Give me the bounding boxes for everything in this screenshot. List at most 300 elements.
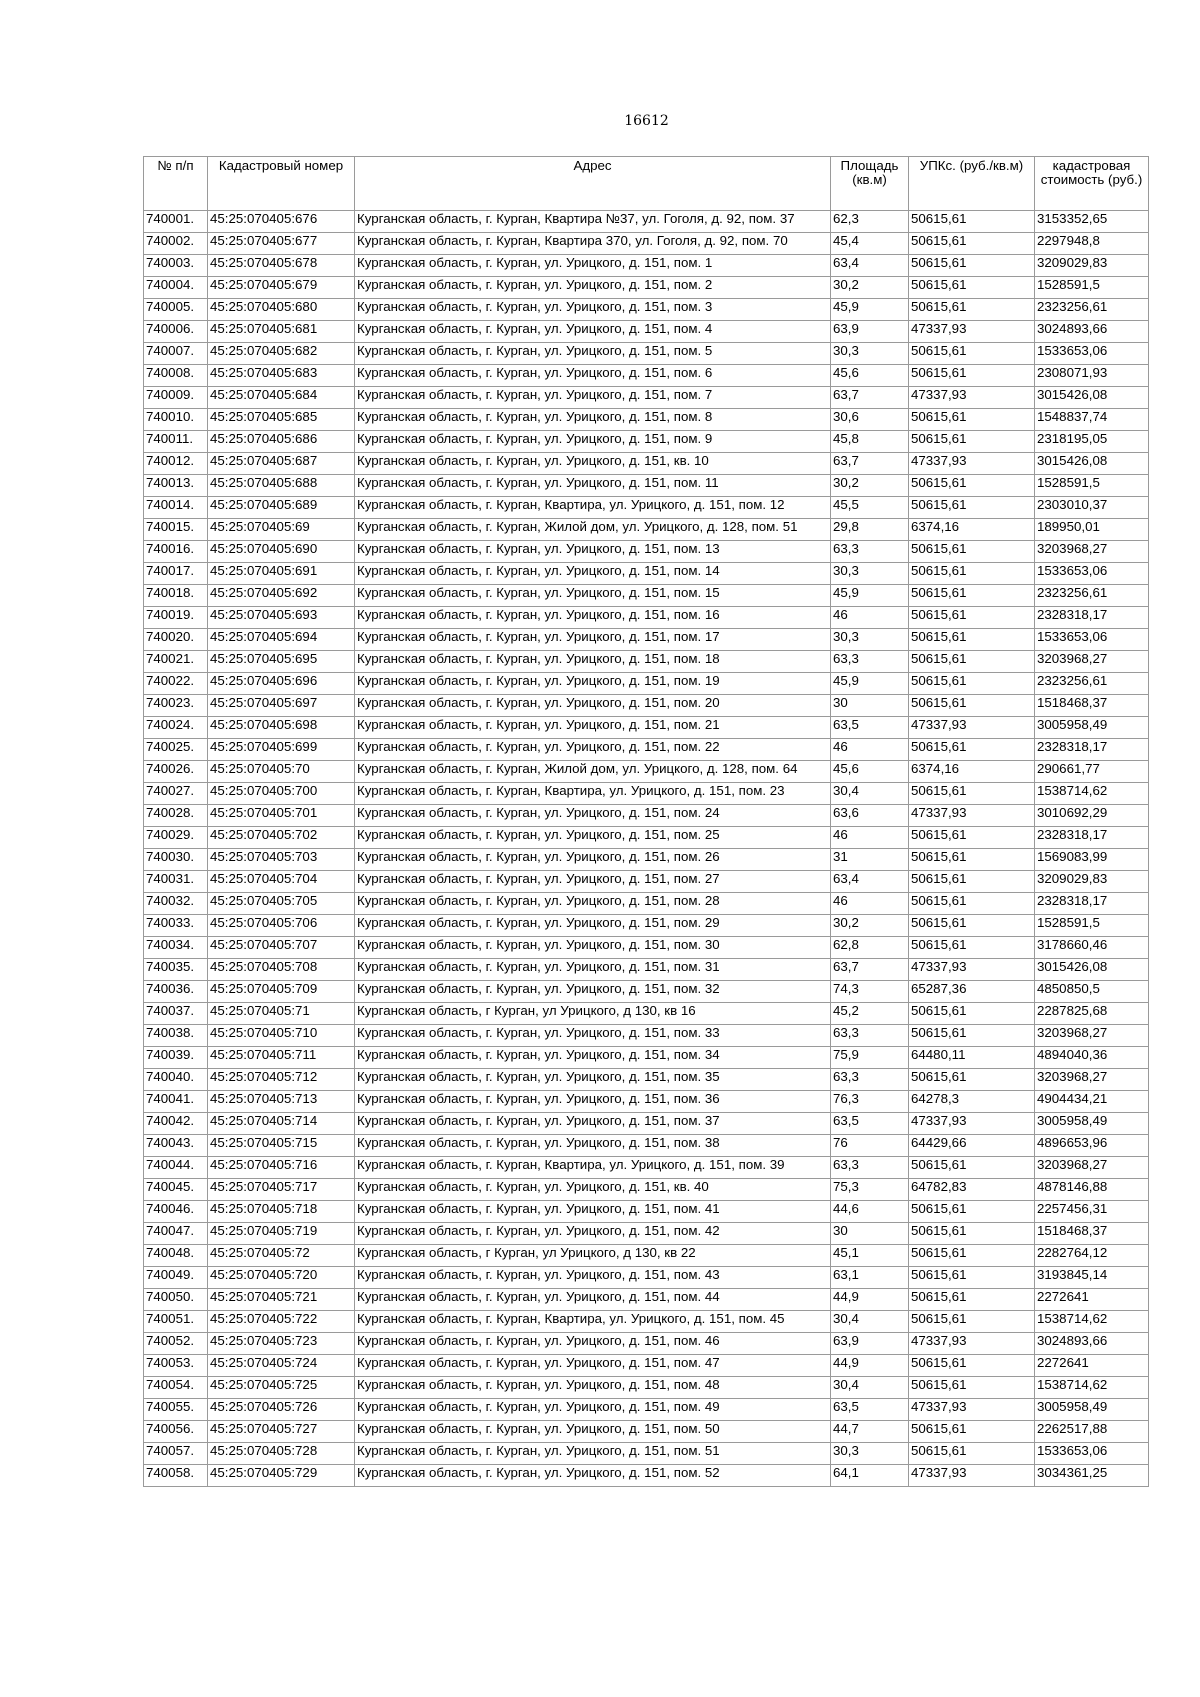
cadastral-number-cell: 45:25:070405:70 bbox=[208, 761, 355, 783]
cadastral-number-cell: 45:25:070405:678 bbox=[208, 255, 355, 277]
table-row bbox=[144, 343, 1149, 365]
address-cell: Курганская область, г. Курган, ул. Урицкого, д. 151, пом. 17 bbox=[355, 629, 831, 651]
cadastral-cost-cell: 3203968,27 bbox=[1035, 1069, 1149, 1091]
cadastral-number-cell: 45:25:070405:705 bbox=[208, 893, 355, 915]
row-number-cell: 740031. bbox=[144, 871, 208, 893]
cadastral-cost-cell: 2262517,88 bbox=[1035, 1421, 1149, 1443]
area-cell: 75,3 bbox=[831, 1179, 909, 1201]
table-row bbox=[144, 607, 1149, 629]
row-number-cell: 740044. bbox=[144, 1157, 208, 1179]
area-cell: 30,3 bbox=[831, 1443, 909, 1465]
cadastral-number-cell: 45:25:070405:714 bbox=[208, 1113, 355, 1135]
table-row bbox=[144, 629, 1149, 651]
row-number-cell: 740026. bbox=[144, 761, 208, 783]
cadastral-number-cell: 45:25:070405:693 bbox=[208, 607, 355, 629]
upks-cell: 47337,93 bbox=[909, 321, 1035, 343]
address-cell: Курганская область, г. Курган, ул. Урицкого, д. 151, пом. 15 bbox=[355, 585, 831, 607]
table-row bbox=[144, 431, 1149, 453]
area-cell: 63,3 bbox=[831, 651, 909, 673]
table-row bbox=[144, 519, 1149, 541]
page-number: 16612 bbox=[624, 113, 669, 129]
area-cell: 63,5 bbox=[831, 1113, 909, 1135]
row-number-cell: 740008. bbox=[144, 365, 208, 387]
cadastral-cost-cell: 2323256,61 bbox=[1035, 585, 1149, 607]
area-cell: 30,4 bbox=[831, 783, 909, 805]
row-number-cell: 740034. bbox=[144, 937, 208, 959]
cadastral-cost-cell: 1518468,37 bbox=[1035, 1223, 1149, 1245]
upks-cell: 50615,61 bbox=[909, 849, 1035, 871]
cadastral-number-cell: 45:25:070405:69 bbox=[208, 519, 355, 541]
cadastral-number-cell: 45:25:070405:690 bbox=[208, 541, 355, 563]
table-row bbox=[144, 805, 1149, 827]
table-row bbox=[144, 563, 1149, 585]
upks-cell: 50615,61 bbox=[909, 211, 1035, 233]
table-row bbox=[144, 761, 1149, 783]
table-row bbox=[144, 1245, 1149, 1267]
area-cell: 46 bbox=[831, 607, 909, 629]
area-cell: 30,4 bbox=[831, 1311, 909, 1333]
cadastral-cost-cell: 3024893,66 bbox=[1035, 1333, 1149, 1355]
upks-cell: 50615,61 bbox=[909, 871, 1035, 893]
address-cell: Курганская область, г. Курган, ул. Урицкого, д. 151, пом. 37 bbox=[355, 1113, 831, 1135]
cadastral-number-cell: 45:25:070405:716 bbox=[208, 1157, 355, 1179]
cadastral-cost-cell: 1528591,5 bbox=[1035, 475, 1149, 497]
table-row bbox=[144, 1399, 1149, 1421]
table-row bbox=[144, 321, 1149, 343]
table-row bbox=[144, 1135, 1149, 1157]
upks-cell: 50615,61 bbox=[909, 1025, 1035, 1047]
area-cell: 63,1 bbox=[831, 1267, 909, 1289]
cadastral-cost-cell: 3015426,08 bbox=[1035, 453, 1149, 475]
cadastral-number-cell: 45:25:070405:723 bbox=[208, 1333, 355, 1355]
row-number-cell: 740056. bbox=[144, 1421, 208, 1443]
row-number-cell: 740022. bbox=[144, 673, 208, 695]
cadastral-cost-cell: 3153352,65 bbox=[1035, 211, 1149, 233]
cadastral-number-cell: 45:25:070405:701 bbox=[208, 805, 355, 827]
area-cell: 62,3 bbox=[831, 211, 909, 233]
upks-cell: 50615,61 bbox=[909, 1245, 1035, 1267]
cadastral-cost-cell: 1533653,06 bbox=[1035, 563, 1149, 585]
address-cell: Курганская область, г. Курган, ул. Урицкого, д. 151, пом. 13 bbox=[355, 541, 831, 563]
header-area: Площадь (кв.м) bbox=[831, 157, 909, 211]
address-cell: Курганская область, г. Курган, ул. Урицкого, д. 151, пом. 8 bbox=[355, 409, 831, 431]
row-number-cell: 740024. bbox=[144, 717, 208, 739]
cadastral-number-cell: 45:25:070405:702 bbox=[208, 827, 355, 849]
table-row bbox=[144, 827, 1149, 849]
upks-cell: 50615,61 bbox=[909, 1069, 1035, 1091]
address-cell: Курганская область, г. Курган, ул. Урицкого, д. 151, пом. 7 bbox=[355, 387, 831, 409]
table-row bbox=[144, 1289, 1149, 1311]
area-cell: 63,9 bbox=[831, 321, 909, 343]
cadastral-number-cell: 45:25:070405:696 bbox=[208, 673, 355, 695]
table-row bbox=[144, 651, 1149, 673]
address-cell: Курганская область, г. Курган, ул. Урицкого, д. 151, пом. 9 bbox=[355, 431, 831, 453]
cadastral-number-cell: 45:25:070405:728 bbox=[208, 1443, 355, 1465]
table-row bbox=[144, 717, 1149, 739]
table-header-row bbox=[144, 157, 1149, 211]
address-cell: Курганская область, г. Курган, ул. Урицкого, д. 151, пом. 25 bbox=[355, 827, 831, 849]
address-cell: Курганская область, г. Курган, Квартира, ул. Урицкого, д. 151, пом. 23 bbox=[355, 783, 831, 805]
row-number-cell: 740035. bbox=[144, 959, 208, 981]
cadastral-cost-cell: 2323256,61 bbox=[1035, 673, 1149, 695]
address-cell: Курганская область, г. Курган, ул. Урицкого, д. 151, пом. 47 bbox=[355, 1355, 831, 1377]
row-number-cell: 740018. bbox=[144, 585, 208, 607]
cadastral-cost-cell: 4904434,21 bbox=[1035, 1091, 1149, 1113]
cadastral-cost-cell: 290661,77 bbox=[1035, 761, 1149, 783]
row-number-cell: 740001. bbox=[144, 211, 208, 233]
upks-cell: 47337,93 bbox=[909, 1465, 1035, 1487]
upks-cell: 50615,61 bbox=[909, 409, 1035, 431]
upks-cell: 50615,61 bbox=[909, 299, 1035, 321]
area-cell: 30 bbox=[831, 695, 909, 717]
cadastral-number-cell: 45:25:070405:727 bbox=[208, 1421, 355, 1443]
area-cell: 63,9 bbox=[831, 1333, 909, 1355]
cadastral-number-cell: 45:25:070405:724 bbox=[208, 1355, 355, 1377]
row-number-cell: 740015. bbox=[144, 519, 208, 541]
address-cell: Курганская область, г. Курган, Квартира, ул. Урицкого, д. 151, пом. 39 bbox=[355, 1157, 831, 1179]
cadastral-cost-cell: 2328318,17 bbox=[1035, 607, 1149, 629]
address-cell: Курганская область, г. Курган, ул. Урицкого, д. 151, пом. 41 bbox=[355, 1201, 831, 1223]
table-row bbox=[144, 541, 1149, 563]
row-number-cell: 740023. bbox=[144, 695, 208, 717]
cadastral-number-cell: 45:25:070405:706 bbox=[208, 915, 355, 937]
table-row bbox=[144, 871, 1149, 893]
upks-cell: 6374,16 bbox=[909, 761, 1035, 783]
upks-cell: 50615,61 bbox=[909, 563, 1035, 585]
table-row bbox=[144, 1047, 1149, 1069]
upks-cell: 50615,61 bbox=[909, 343, 1035, 365]
area-cell: 30,4 bbox=[831, 1377, 909, 1399]
cadastral-number-cell: 45:25:070405:686 bbox=[208, 431, 355, 453]
row-number-cell: 740048. bbox=[144, 1245, 208, 1267]
cadastral-cost-cell: 3015426,08 bbox=[1035, 387, 1149, 409]
upks-cell: 50615,61 bbox=[909, 233, 1035, 255]
area-cell: 46 bbox=[831, 827, 909, 849]
upks-cell: 64782,83 bbox=[909, 1179, 1035, 1201]
table-row bbox=[144, 783, 1149, 805]
upks-cell: 50615,61 bbox=[909, 827, 1035, 849]
row-number-cell: 740004. bbox=[144, 277, 208, 299]
row-number-cell: 740040. bbox=[144, 1069, 208, 1091]
address-cell: Курганская область, г. Курган, ул. Урицкого, д. 151, пом. 30 bbox=[355, 937, 831, 959]
upks-cell: 50615,61 bbox=[909, 1289, 1035, 1311]
cadastral-cost-cell: 4878146,88 bbox=[1035, 1179, 1149, 1201]
table-row bbox=[144, 1091, 1149, 1113]
header-cadastral-number: Кадастровый номер bbox=[208, 157, 355, 211]
row-number-cell: 740049. bbox=[144, 1267, 208, 1289]
area-cell: 45,9 bbox=[831, 585, 909, 607]
cadastral-cost-cell: 3010692,29 bbox=[1035, 805, 1149, 827]
row-number-cell: 740033. bbox=[144, 915, 208, 937]
address-cell: Курганская область, г. Курган, ул. Урицкого, д. 151, пом. 28 bbox=[355, 893, 831, 915]
upks-cell: 50615,61 bbox=[909, 497, 1035, 519]
upks-cell: 65287,36 bbox=[909, 981, 1035, 1003]
area-cell: 31 bbox=[831, 849, 909, 871]
row-number-cell: 740046. bbox=[144, 1201, 208, 1223]
cadastral-number-cell: 45:25:070405:711 bbox=[208, 1047, 355, 1069]
upks-cell: 47337,93 bbox=[909, 387, 1035, 409]
table-row bbox=[144, 1267, 1149, 1289]
address-cell: Курганская область, г. Курган, ул. Урицкого, д. 151, пом. 1 bbox=[355, 255, 831, 277]
address-cell: Курганская область, г. Курган, ул. Урицкого, д. 151, пом. 24 bbox=[355, 805, 831, 827]
upks-cell: 50615,61 bbox=[909, 607, 1035, 629]
cadastral-number-cell: 45:25:070405:697 bbox=[208, 695, 355, 717]
cadastral-cost-cell: 3178660,46 bbox=[1035, 937, 1149, 959]
row-number-cell: 740002. bbox=[144, 233, 208, 255]
upks-cell: 50615,61 bbox=[909, 915, 1035, 937]
table-row bbox=[144, 1355, 1149, 1377]
area-cell: 63,4 bbox=[831, 255, 909, 277]
cadastral-value-table bbox=[143, 156, 1149, 1487]
cadastral-cost-cell: 1533653,06 bbox=[1035, 629, 1149, 651]
row-number-cell: 740016. bbox=[144, 541, 208, 563]
upks-cell: 64429,66 bbox=[909, 1135, 1035, 1157]
upks-cell: 47337,93 bbox=[909, 1113, 1035, 1135]
row-number-cell: 740039. bbox=[144, 1047, 208, 1069]
address-cell: Курганская область, г. Курган, ул. Урицкого, д. 151, пом. 4 bbox=[355, 321, 831, 343]
area-cell: 64,1 bbox=[831, 1465, 909, 1487]
header-row-number: № п/п bbox=[144, 157, 208, 211]
address-cell: Курганская область, г. Курган, Квартира, ул. Урицкого, д. 151, пом. 45 bbox=[355, 1311, 831, 1333]
row-number-cell: 740012. bbox=[144, 453, 208, 475]
area-cell: 45,4 bbox=[831, 233, 909, 255]
address-cell: Курганская область, г. Курган, ул. Урицкого, д. 151, пом. 35 bbox=[355, 1069, 831, 1091]
upks-cell: 50615,61 bbox=[909, 937, 1035, 959]
cadastral-cost-cell: 3203968,27 bbox=[1035, 1157, 1149, 1179]
row-number-cell: 740010. bbox=[144, 409, 208, 431]
table-row bbox=[144, 1179, 1149, 1201]
cadastral-cost-cell: 4894040,36 bbox=[1035, 1047, 1149, 1069]
cadastral-number-cell: 45:25:070405:687 bbox=[208, 453, 355, 475]
cadastral-number-cell: 45:25:070405:685 bbox=[208, 409, 355, 431]
cadastral-cost-cell: 3203968,27 bbox=[1035, 541, 1149, 563]
address-cell: Курганская область, г. Курган, ул. Урицкого, д. 151, пом. 19 bbox=[355, 673, 831, 695]
cadastral-number-cell: 45:25:070405:692 bbox=[208, 585, 355, 607]
row-number-cell: 740036. bbox=[144, 981, 208, 1003]
row-number-cell: 740057. bbox=[144, 1443, 208, 1465]
cadastral-number-cell: 45:25:070405:683 bbox=[208, 365, 355, 387]
row-number-cell: 740028. bbox=[144, 805, 208, 827]
area-cell: 76 bbox=[831, 1135, 909, 1157]
upks-cell: 64480,11 bbox=[909, 1047, 1035, 1069]
cadastral-cost-cell: 2308071,93 bbox=[1035, 365, 1149, 387]
address-cell: Курганская область, г. Курган, ул. Урицкого, д. 151, пом. 3 bbox=[355, 299, 831, 321]
table-row bbox=[144, 959, 1149, 981]
cadastral-cost-cell: 2318195,05 bbox=[1035, 431, 1149, 453]
cadastral-cost-cell: 2328318,17 bbox=[1035, 827, 1149, 849]
table-row bbox=[144, 585, 1149, 607]
cadastral-cost-cell: 4850850,5 bbox=[1035, 981, 1149, 1003]
cadastral-cost-cell: 3209029,83 bbox=[1035, 255, 1149, 277]
upks-cell: 50615,61 bbox=[909, 1003, 1035, 1025]
table-row bbox=[144, 893, 1149, 915]
row-number-cell: 740003. bbox=[144, 255, 208, 277]
cadastral-number-cell: 45:25:070405:682 bbox=[208, 343, 355, 365]
area-cell: 63,7 bbox=[831, 453, 909, 475]
cadastral-number-cell: 45:25:070405:691 bbox=[208, 563, 355, 585]
row-number-cell: 740009. bbox=[144, 387, 208, 409]
table-row bbox=[144, 937, 1149, 959]
table-row bbox=[144, 673, 1149, 695]
address-cell: Курганская область, г. Курган, Квартира, ул. Урицкого, д. 151, пом. 12 bbox=[355, 497, 831, 519]
row-number-cell: 740030. bbox=[144, 849, 208, 871]
row-number-cell: 740021. bbox=[144, 651, 208, 673]
upks-cell: 50615,61 bbox=[909, 1223, 1035, 1245]
address-cell: Курганская область, г. Курган, ул. Урицкого, д. 151, пом. 6 bbox=[355, 365, 831, 387]
upks-cell: 50615,61 bbox=[909, 1355, 1035, 1377]
cadastral-number-cell: 45:25:070405:680 bbox=[208, 299, 355, 321]
table-row bbox=[144, 255, 1149, 277]
table-row bbox=[144, 211, 1149, 233]
cadastral-number-cell: 45:25:070405:707 bbox=[208, 937, 355, 959]
area-cell: 76,3 bbox=[831, 1091, 909, 1113]
table-row bbox=[144, 277, 1149, 299]
table-row bbox=[144, 1443, 1149, 1465]
address-cell: Курганская область, г. Курган, Жилой дом, ул. Урицкого, д. 128, пом. 64 bbox=[355, 761, 831, 783]
row-number-cell: 740045. bbox=[144, 1179, 208, 1201]
address-cell: Курганская область, г. Курган, ул. Урицкого, д. 151, пом. 36 bbox=[355, 1091, 831, 1113]
upks-cell: 50615,61 bbox=[909, 1201, 1035, 1223]
address-cell: Курганская область, г. Курган, ул. Урицкого, д. 151, пом. 50 bbox=[355, 1421, 831, 1443]
cadastral-cost-cell: 1518468,37 bbox=[1035, 695, 1149, 717]
row-number-cell: 740055. bbox=[144, 1399, 208, 1421]
area-cell: 63,3 bbox=[831, 541, 909, 563]
area-cell: 30,3 bbox=[831, 563, 909, 585]
address-cell: Курганская область, г. Курган, ул. Урицкого, д. 151, пом. 11 bbox=[355, 475, 831, 497]
address-cell: Курганская область, г. Курган, ул. Урицкого, д. 151, пом. 18 bbox=[355, 651, 831, 673]
area-cell: 63,5 bbox=[831, 1399, 909, 1421]
row-number-cell: 740006. bbox=[144, 321, 208, 343]
address-cell: Курганская область, г. Курган, ул. Урицкого, д. 151, кв. 40 bbox=[355, 1179, 831, 1201]
row-number-cell: 740020. bbox=[144, 629, 208, 651]
cadastral-number-cell: 45:25:070405:677 bbox=[208, 233, 355, 255]
table-row bbox=[144, 299, 1149, 321]
row-number-cell: 740025. bbox=[144, 739, 208, 761]
area-cell: 45,6 bbox=[831, 365, 909, 387]
table-row bbox=[144, 1069, 1149, 1091]
area-cell: 30,3 bbox=[831, 629, 909, 651]
address-cell: Курганская область, г Курган, ул Урицкого, д 130, кв 16 bbox=[355, 1003, 831, 1025]
cadastral-cost-cell: 2257456,31 bbox=[1035, 1201, 1149, 1223]
address-cell: Курганская область, г. Курган, ул. Урицкого, д. 151, пом. 46 bbox=[355, 1333, 831, 1355]
cadastral-cost-cell: 3034361,25 bbox=[1035, 1465, 1149, 1487]
address-cell: Курганская область, г. Курган, ул. Урицкого, д. 151, кв. 10 bbox=[355, 453, 831, 475]
cadastral-cost-cell: 3024893,66 bbox=[1035, 321, 1149, 343]
area-cell: 63,4 bbox=[831, 871, 909, 893]
cadastral-cost-cell: 4896653,96 bbox=[1035, 1135, 1149, 1157]
row-number-cell: 740050. bbox=[144, 1289, 208, 1311]
cadastral-cost-cell: 2297948,8 bbox=[1035, 233, 1149, 255]
address-cell: Курганская область, г. Курган, ул. Урицкого, д. 151, пом. 48 bbox=[355, 1377, 831, 1399]
row-number-cell: 740017. bbox=[144, 563, 208, 585]
upks-cell: 47337,93 bbox=[909, 453, 1035, 475]
address-cell: Курганская область, г. Курган, Квартира 370, ул. Гоголя, д. 92, пом. 70 bbox=[355, 233, 831, 255]
address-cell: Курганская область, г Курган, ул Урицкого, д 130, кв 22 bbox=[355, 1245, 831, 1267]
area-cell: 46 bbox=[831, 739, 909, 761]
row-number-cell: 740005. bbox=[144, 299, 208, 321]
upks-cell: 50615,61 bbox=[909, 255, 1035, 277]
cadastral-number-cell: 45:25:070405:718 bbox=[208, 1201, 355, 1223]
row-number-cell: 740029. bbox=[144, 827, 208, 849]
cadastral-number-cell: 45:25:070405:694 bbox=[208, 629, 355, 651]
row-number-cell: 740058. bbox=[144, 1465, 208, 1487]
area-cell: 30 bbox=[831, 1223, 909, 1245]
row-number-cell: 740014. bbox=[144, 497, 208, 519]
upks-cell: 50615,61 bbox=[909, 1377, 1035, 1399]
cadastral-cost-cell: 1538714,62 bbox=[1035, 1377, 1149, 1399]
cadastral-number-cell: 45:25:070405:700 bbox=[208, 783, 355, 805]
address-cell: Курганская область, г. Курган, ул. Урицкого, д. 151, пом. 44 bbox=[355, 1289, 831, 1311]
row-number-cell: 740013. bbox=[144, 475, 208, 497]
upks-cell: 50615,61 bbox=[909, 585, 1035, 607]
cadastral-number-cell: 45:25:070405:719 bbox=[208, 1223, 355, 1245]
cadastral-cost-cell: 1538714,62 bbox=[1035, 783, 1149, 805]
row-number-cell: 740051. bbox=[144, 1311, 208, 1333]
cadastral-cost-cell: 1528591,5 bbox=[1035, 277, 1149, 299]
area-cell: 75,9 bbox=[831, 1047, 909, 1069]
cadastral-cost-cell: 189950,01 bbox=[1035, 519, 1149, 541]
area-cell: 63,7 bbox=[831, 387, 909, 409]
upks-cell: 47337,93 bbox=[909, 805, 1035, 827]
cadastral-number-cell: 45:25:070405:72 bbox=[208, 1245, 355, 1267]
address-cell: Курганская область, г. Курган, ул. Урицкого, д. 151, пом. 22 bbox=[355, 739, 831, 761]
address-cell: Курганская область, г. Курган, ул. Урицкого, д. 151, пом. 29 bbox=[355, 915, 831, 937]
area-cell: 44,9 bbox=[831, 1289, 909, 1311]
row-number-cell: 740038. bbox=[144, 1025, 208, 1047]
row-number-cell: 740027. bbox=[144, 783, 208, 805]
area-cell: 63,6 bbox=[831, 805, 909, 827]
table-row bbox=[144, 233, 1149, 255]
address-cell: Курганская область, г. Курган, ул. Урицкого, д. 151, пом. 52 bbox=[355, 1465, 831, 1487]
upks-cell: 50615,61 bbox=[909, 1157, 1035, 1179]
address-cell: Курганская область, г. Курган, ул. Урицкого, д. 151, пом. 43 bbox=[355, 1267, 831, 1289]
cadastral-number-cell: 45:25:070405:689 bbox=[208, 497, 355, 519]
cadastral-cost-cell: 1528591,5 bbox=[1035, 915, 1149, 937]
table-row bbox=[144, 1157, 1149, 1179]
upks-cell: 47337,93 bbox=[909, 1399, 1035, 1421]
area-cell: 44,6 bbox=[831, 1201, 909, 1223]
upks-cell: 50615,61 bbox=[909, 739, 1035, 761]
table-row bbox=[144, 1223, 1149, 1245]
upks-cell: 50615,61 bbox=[909, 1421, 1035, 1443]
row-number-cell: 740042. bbox=[144, 1113, 208, 1135]
address-cell: Курганская область, г. Курган, ул. Урицкого, д. 151, пом. 14 bbox=[355, 563, 831, 585]
table-row bbox=[144, 453, 1149, 475]
area-cell: 63,5 bbox=[831, 717, 909, 739]
table-row bbox=[144, 1311, 1149, 1333]
address-cell: Курганская область, г. Курган, ул. Урицкого, д. 151, пом. 26 bbox=[355, 849, 831, 871]
address-cell: Курганская область, г. Курган, ул. Урицкого, д. 151, пом. 31 bbox=[355, 959, 831, 981]
cadastral-number-cell: 45:25:070405:71 bbox=[208, 1003, 355, 1025]
cadastral-cost-cell: 3015426,08 bbox=[1035, 959, 1149, 981]
cadastral-cost-cell: 3005958,49 bbox=[1035, 1113, 1149, 1135]
table-row bbox=[144, 497, 1149, 519]
area-cell: 45,6 bbox=[831, 761, 909, 783]
address-cell: Курганская область, г. Курган, ул. Урицкого, д. 151, пом. 21 bbox=[355, 717, 831, 739]
table-row bbox=[144, 981, 1149, 1003]
area-cell: 74,3 bbox=[831, 981, 909, 1003]
upks-cell: 50615,61 bbox=[909, 1267, 1035, 1289]
upks-cell: 50615,61 bbox=[909, 1443, 1035, 1465]
table-row bbox=[144, 387, 1149, 409]
upks-cell: 50615,61 bbox=[909, 695, 1035, 717]
upks-cell: 50615,61 bbox=[909, 475, 1035, 497]
cadastral-number-cell: 45:25:070405:720 bbox=[208, 1267, 355, 1289]
cadastral-number-cell: 45:25:070405:715 bbox=[208, 1135, 355, 1157]
area-cell: 45,5 bbox=[831, 497, 909, 519]
cadastral-cost-cell: 1533653,06 bbox=[1035, 1443, 1149, 1465]
upks-cell: 47337,93 bbox=[909, 959, 1035, 981]
